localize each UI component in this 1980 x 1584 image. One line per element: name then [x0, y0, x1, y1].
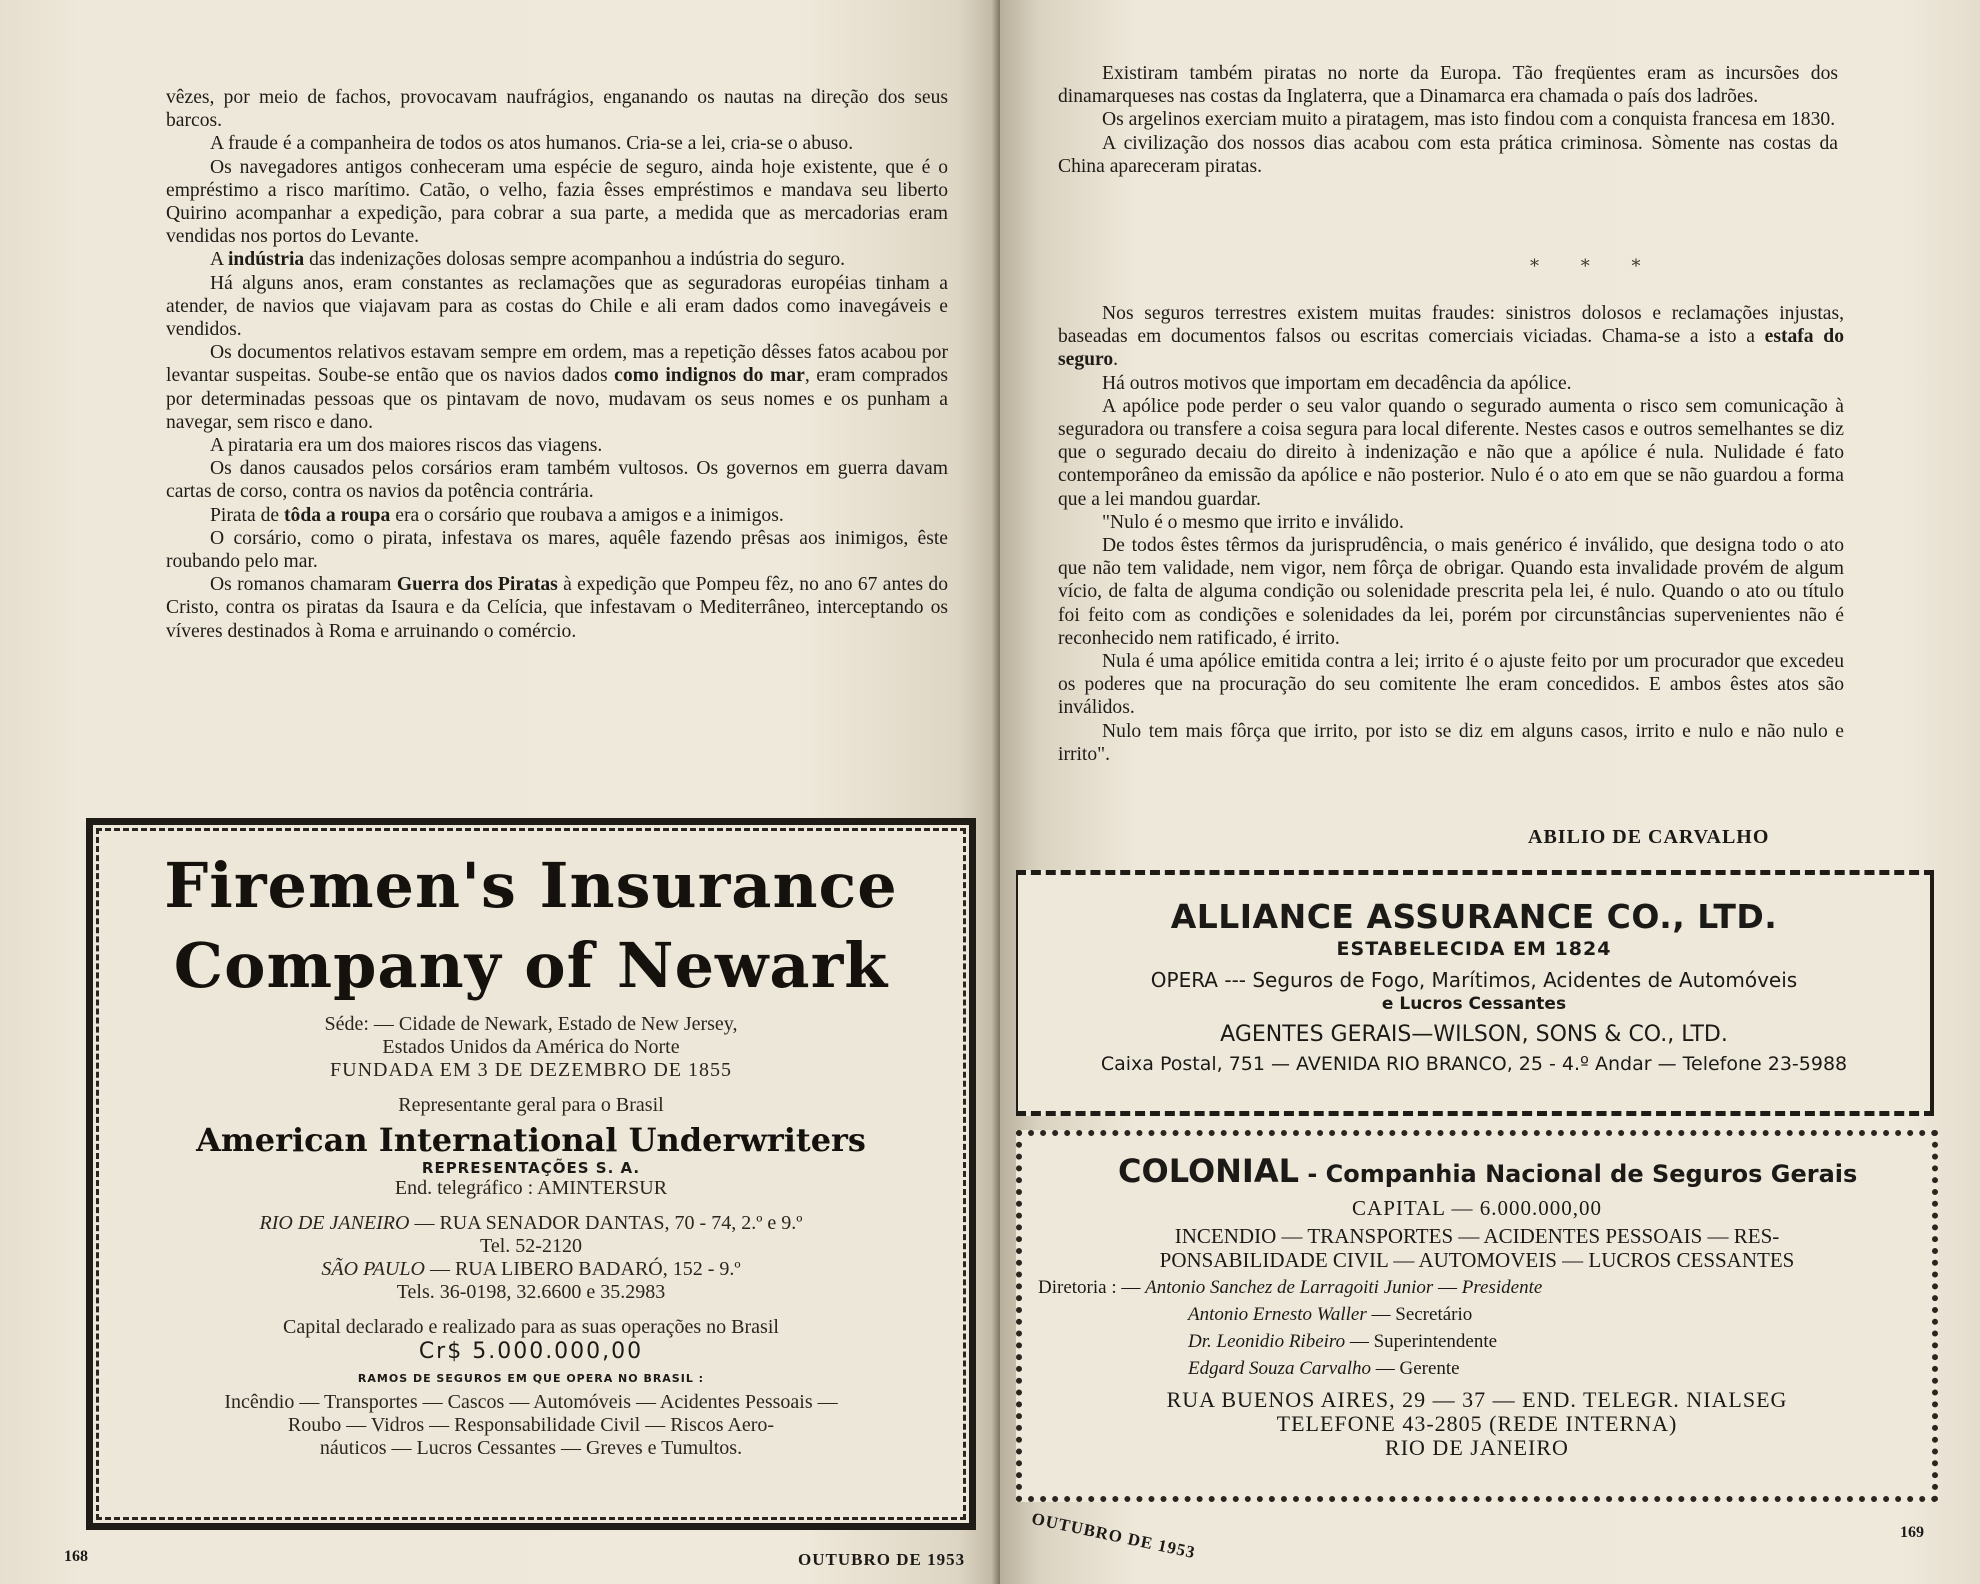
ad-capital: CAPITAL — 6.000.000,00: [1352, 1196, 1602, 1220]
director-role: Secretário: [1395, 1304, 1473, 1325]
text-run: das indenizações dolosas sempre acompanhou a indústria do seguro.: [304, 249, 846, 271]
paragraph: O corsário, como o pirata, infestava os mares, aquêle fazendo prêsas aos inimigos, êste roubando pelo mar.: [166, 527, 948, 573]
ad-agentes: AGENTES GERAIS—WILSON, SONS & CO., LTD.: [1220, 1022, 1728, 1047]
brand-subtitle: - Companhia Nacional de Seguros Gerais: [1298, 1160, 1858, 1188]
paragraph: [166, 248, 948, 271]
text-run: Os romanos chamaram: [210, 574, 397, 596]
ad-lucros: e Lucros Cessantes: [1381, 994, 1567, 1014]
text-run: A: [210, 249, 228, 271]
ad-sp-tel: Tels. 36-0198, 32.6600 e 35.2983: [396, 1281, 666, 1303]
director-name: Dr. Leonidio Ribeiro: [1188, 1331, 1346, 1352]
ad-representacoes: REPRESENTAÇÕES S. A.: [421, 1159, 641, 1177]
month-footer-left: OUTUBRO DE 1953: [798, 1550, 966, 1569]
director-role: Gerente: [1399, 1358, 1460, 1379]
ad-title-line1: Firemen's Insurance: [164, 849, 898, 922]
bold-term: estafa do seguro: [1058, 326, 1844, 371]
text-run: Nos seguros terrestres existem muitas fraudes: sinistros dolosos e reclamações injustas, baseadas em documentos falsos ou escritas comerciais viciadas. Chama-se a isto a: [1058, 303, 1844, 348]
paragraph: Nulo tem mais fôrça que irrito, por isto se diz em alguns casos, irrito e nulo e não nulo e irrito".: [1058, 720, 1844, 765]
paragraph: vêzes, por meio de fachos, provocavam naufrágios, enganando os nautas na direção dos seus barcos.: [166, 87, 948, 132]
ad-title: ALLIANCE ASSURANCE CO., LTD.: [1170, 897, 1778, 936]
director-name: Antonio Ernesto Waller: [1188, 1304, 1367, 1325]
city-name: RIO DE JANEIRO: [259, 1212, 410, 1234]
bold-term: tôda a roupa: [284, 504, 391, 526]
paragraph: Nula é uma apólice emitida contra a lei; irrito é o ajuste feito por um procurador que excedeu os poderes que na procuração do seu comitente lhe eram concedidos. E ambos êstes atos são inválidos.: [1058, 651, 1844, 719]
paragraph: [1058, 302, 1844, 372]
text-run: à expedição que Pompeu fêz, no ano 67 antes do Cristo, contra os piratas da Isaura e da Celícia, que infestavam o Mediterrâneo, interceptando os víveres destinados à Roma e arruinando o comércio.: [166, 574, 949, 642]
colonial-insurance-ad: [1016, 1130, 1938, 1502]
ad-rio-tel: Tel. 52-2120: [480, 1235, 582, 1257]
ad-ramos-line1: INCENDIO — TRANSPORTES — ACIDENTES PESSOAIS — RES-: [1174, 1224, 1780, 1248]
ad-fundada: FUNDADA EM 3 DE DEZEMBRO DE 1855: [330, 1059, 732, 1081]
ad-capital-value: Cr$ 5.000.000,00: [418, 1339, 644, 1364]
ad-rio-address: [107, 1212, 955, 1235]
page-number-right: 169: [1900, 1524, 1924, 1541]
director-name: Edgard Souza Carvalho: [1188, 1358, 1371, 1379]
paragraph: Os danos causados pelos corsários eram também vultosos. Os governos em guerra davam cartas de corso, contra os navios da potência contrária.: [166, 458, 948, 503]
paragraph: A fraude é a companheira de todos os atos humanos. Cria-se a lei, cria-se o abuso.: [210, 133, 854, 155]
bold-term: Guerra dos Piratas: [396, 574, 558, 596]
ad-ramos-line2: PONSABILIDADE CIVIL — AUTOMOVEIS — LUCROS CESSANTES: [1159, 1248, 1795, 1272]
ad-address3: RIO DE JANEIRO: [1385, 1435, 1569, 1460]
text-run: era o corsário que roubava a amigos e a inimigos.: [390, 504, 784, 526]
left-article-text: [166, 86, 948, 643]
ad-director: Edgard Souza Carvalho — Gerente: [1188, 1358, 1460, 1379]
firemens-insurance-ad: [86, 818, 976, 1530]
ad-opera: OPERA --- Seguros de Fogo, Marítimos, Acidentes de Automóveis: [1150, 968, 1798, 992]
ad-aiu: American International Underwriters: [196, 1121, 866, 1159]
bold-term: como indignos do mar: [614, 365, 805, 387]
paragraph: A pirataria era um dos maiores riscos das viagens.: [210, 435, 603, 457]
paragraph: De todos êstes têrmos da jurisprudência, o mais genérico é inválido, que designa todo o ato que não tem validade, nem vigor, nem fôrça de obrigar. Quando esta invalidade provém de algum vício, de falta de alguma condição ou solenidade prescrita pela lei, é nulo. Quando o ato ou título foi feito com as condições e solenidades da lei, porém por circunstâncias supervenientes não é reconhecido nem ratificado, é irrito.: [1058, 535, 1844, 649]
ad-ramos-line3: náuticos — Lucros Cessantes — Greves e Tumultos.: [319, 1437, 743, 1459]
paragraph: Os argelinos exerciam muito a piratagem, mas isto findou com a conquista francesa em 1830.: [1102, 109, 1836, 131]
street-address: — RUA SENADOR DANTAS, 70 - 74, 2.º e 9.º: [409, 1212, 803, 1234]
ad-title: [1118, 1152, 1916, 1190]
ad-diretoria: Diretoria : — Antonio Sanchez de Larragoiti Junior — Presidente: [1038, 1277, 1543, 1298]
paragraph: A apólice pode perder o seu valor quando o segurado aumenta o risco sem comunicação à seguradora ou transfere a coisa segura para local diferente. Nestes casos e outros semelhantes se diz que o segurado decaiu do direito à indenização e não que a apólice é nula. Nulidade é fato contemporâneo da emissão da apólice e não posterior. Nulo é o ato em que se não guardou a forma que a lei mandou guardar.: [1058, 395, 1844, 510]
text-run: .: [1113, 349, 1119, 371]
ad-ramos-heading: RAMOS DE SEGUROS EM QUE OPERA NO BRASIL :: [357, 1372, 705, 1385]
paragraph: Os navegadores antigos conheceram uma espécie de seguro, ainda hoje existente, que é o empréstimo a risco marítimo. Catão, o velho, fazia êsses empréstimos e mandava seu liberto Quirino acompanhar a expedição, para cobrar a sua parte, a medida que as mercadorias eram vendidas nos portos do Levante.: [166, 156, 948, 248]
ad-representante: Representante geral para o Brasil: [398, 1094, 664, 1116]
ad-director: Dr. Leonidio Ribeiro — Superintendente: [1188, 1331, 1498, 1352]
ad-ramos-line2: Roubo — Vidros — Responsabilidade Civil — Riscos Aero-: [287, 1414, 775, 1436]
director-name: Antonio Sanchez de Larragoiti Junior: [1145, 1277, 1434, 1298]
paragraph: [166, 573, 948, 643]
street-address: — RUA LIBERO BADARÓ, 152 - 9.º: [424, 1258, 741, 1280]
director-role: Superintendente: [1373, 1331, 1498, 1352]
ad-director: Antonio Ernesto Waller — Secretário: [1188, 1304, 1473, 1325]
alliance-assurance-ad: [1016, 870, 1934, 1116]
ad-title-line2: Company of Newark: [173, 929, 889, 1002]
right-article-text-top: [1058, 62, 1838, 178]
paragraph: Há alguns anos, eram constantes as reclamações que as seguradoras européias tinham a atender, de navios que viajavam para as costas do Chile e ali eram dados como inavegáveis e vendidos.: [166, 272, 948, 341]
city-name: SÃO PAULO: [321, 1258, 425, 1280]
paragraph: A civilização dos nossos dias acabou com esta prática criminosa. Sòmente nas costas da China apareceram piratas.: [1058, 132, 1838, 177]
ad-sp-address: [107, 1258, 955, 1281]
month-footer-right: OUTUBRO DE 1953: [1029, 1508, 1198, 1563]
ad-caixa-postal: Caixa Postal, 751 — AVENIDA RIO BRANCO, 25 - 4.º Andar — Telefone 23-5988: [1100, 1053, 1848, 1075]
ad-sede-line1: Séde: — Cidade de Newark, Estado de New Jersey,: [324, 1013, 738, 1035]
article-author: ABILIO DE CARVALHO: [1528, 826, 1770, 848]
right-article-text-bottom: [1058, 302, 1844, 766]
director-role: Presidente: [1461, 1277, 1543, 1298]
ad-sede-line2: Estados Unidos da América do Norte: [382, 1036, 680, 1058]
ad-ramos-line1: Incêndio — Transportes — Cascos — Automóveis — Acidentes Pessoais —: [224, 1391, 838, 1413]
paragraph: "Nulo é o mesmo que irrito e inválido.: [1102, 511, 1404, 533]
page-number-left: 168: [64, 1548, 88, 1565]
ad-established: ESTABELECIDA EM 1824: [1336, 938, 1612, 960]
ad-telegrafico: End. telegráfico : AMINTERSUR: [394, 1177, 668, 1199]
diretoria-label: Diretoria : —: [1038, 1277, 1141, 1298]
paragraph: [166, 341, 948, 434]
ad-address1: RUA BUENOS AIRES, 29 — 37 — END. TELEGR. NIALSEG: [1166, 1387, 1788, 1412]
text-run: , eram comprados por determinadas pessoas que os pintavam de novo, mudavam os seus nomes e os punham a navegar, sem risco e dano.: [166, 365, 948, 433]
section-break-stars: * * *: [1530, 256, 1659, 277]
ad-capital-line: Capital declarado e realizado para as suas operações no Brasil: [283, 1316, 779, 1338]
text-run: Pirata de: [210, 504, 284, 526]
ad-address2: TELEFONE 43-2805 (REDE INTERNA): [1276, 1411, 1678, 1436]
brand-name: COLONIAL: [1118, 1152, 1299, 1190]
paragraph: Existiram também piratas no norte da Europa. Tão freqüentes eram as incursões dos dinamarqueses nas costas da Inglaterra, que a Dinamarca era chamada o país dos ladrões.: [1058, 63, 1838, 108]
paragraph: Há outros motivos que importam em decadência da apólice.: [1102, 372, 1572, 394]
text-run: Os documentos relativos estavam sempre em ordem, mas a repetição dêsses fatos acabou por levantar suspeitas. Soube-se então que os navios dados: [166, 342, 948, 387]
paragraph: [166, 504, 948, 527]
bold-term: indústria: [227, 249, 305, 271]
